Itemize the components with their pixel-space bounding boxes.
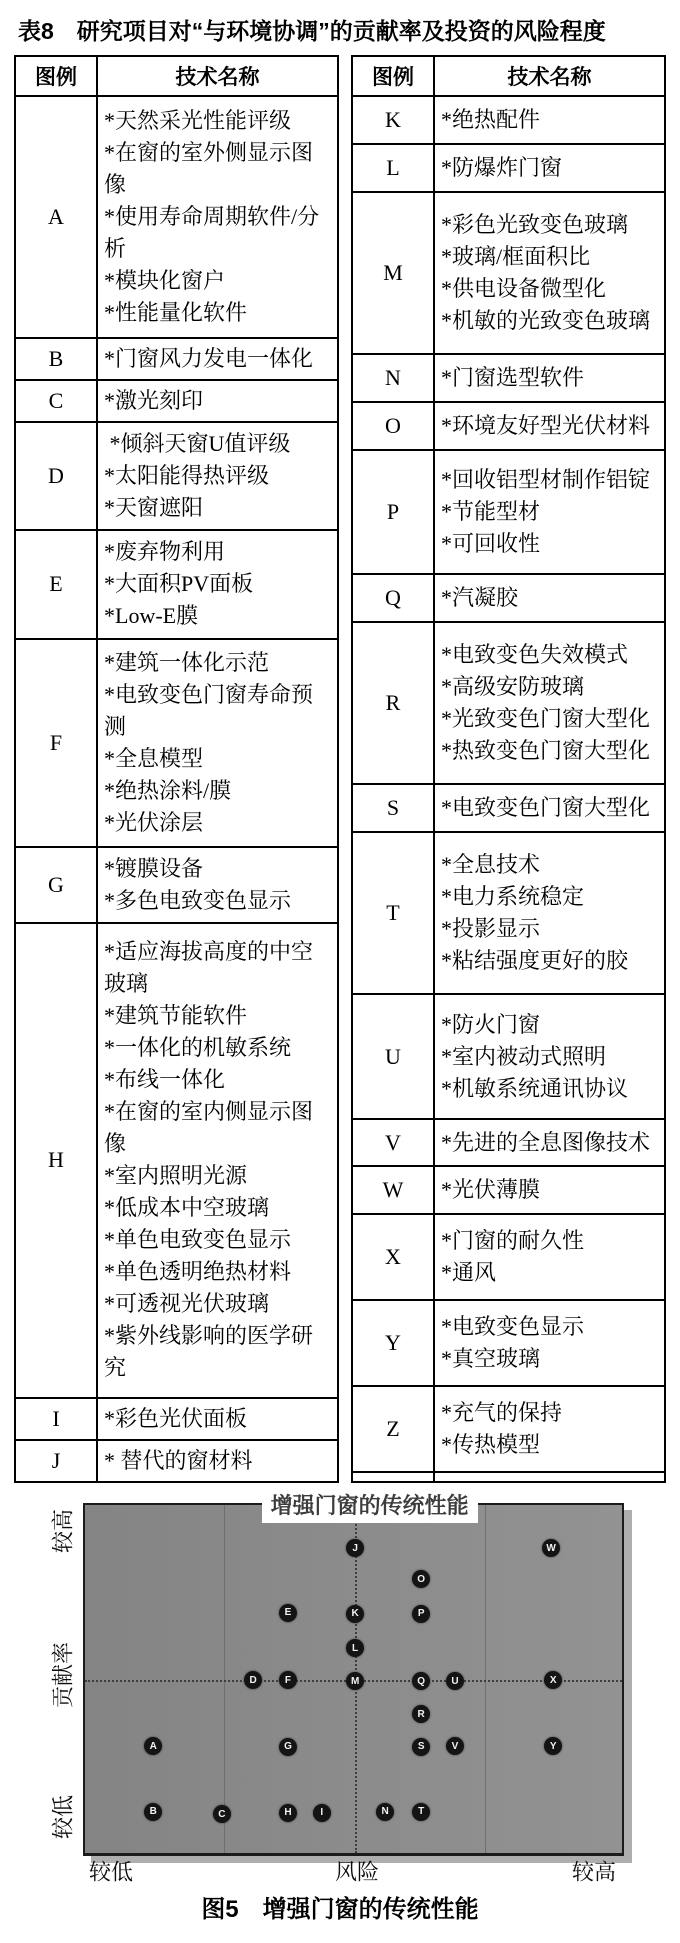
tech-item: *回收铝型材制作铝锭 bbox=[441, 466, 651, 492]
legend-key: J bbox=[15, 1440, 97, 1482]
tech-item: * 替代的窗材料 bbox=[104, 1448, 253, 1474]
table-row bbox=[15, 96, 338, 338]
scatter-dot-F: F bbox=[279, 1671, 297, 1689]
tech-item: *电致变色门窗寿命预测 bbox=[104, 682, 314, 740]
tech-name-cell bbox=[434, 622, 665, 784]
legend-key: Q bbox=[352, 574, 434, 622]
header-tech-name: 技术名称 bbox=[97, 56, 338, 96]
legend-key: C bbox=[15, 380, 97, 422]
scatter-dot-V: V bbox=[446, 1737, 464, 1755]
tech-item: *布线一体化 bbox=[104, 1067, 226, 1093]
scatter-dot-J: J bbox=[346, 1539, 364, 1557]
legend-key: M bbox=[352, 192, 434, 354]
legend-table-left bbox=[14, 55, 339, 1483]
tech-name-cell bbox=[434, 144, 665, 192]
tech-item: *绝热配件 bbox=[441, 106, 541, 132]
legend-key: X bbox=[352, 1214, 434, 1300]
tech-name-cell bbox=[97, 380, 338, 422]
tech-name-cell bbox=[434, 1472, 665, 1482]
scatter-dot-P: P bbox=[412, 1605, 430, 1623]
tech-item: *在窗的室外侧显示图像 bbox=[104, 140, 314, 198]
tech-item: *全息模型 bbox=[104, 746, 204, 772]
tech-item: *多色电致变色显示 bbox=[104, 887, 292, 913]
table-row bbox=[15, 422, 338, 531]
tech-item: *Low-E膜 bbox=[104, 603, 199, 629]
tech-name-cell bbox=[434, 1300, 665, 1386]
y-axis-bottom-tick: 较低 bbox=[50, 1794, 76, 1840]
tech-item: *门窗的耐久性 bbox=[441, 1228, 585, 1254]
gridline-vertical bbox=[485, 1505, 486, 1853]
legend-key: F bbox=[15, 639, 97, 848]
tech-item: *天然采光性能评级 bbox=[104, 108, 292, 134]
header-tech-name: 技术名称 bbox=[434, 56, 665, 96]
tech-item: *通风 bbox=[441, 1260, 497, 1286]
table-row bbox=[15, 338, 338, 380]
legend-key: Z bbox=[352, 1386, 434, 1472]
scatter-dot-Q: Q bbox=[412, 1672, 430, 1690]
tech-item: *倾斜天窗U值评级 bbox=[104, 430, 291, 456]
tech-name-cell bbox=[97, 639, 338, 848]
tech-item: *热致变色门窗大型化 bbox=[441, 737, 651, 763]
legend-key: K bbox=[352, 96, 434, 144]
scatter-dot-E: E bbox=[279, 1604, 297, 1622]
figure-5 bbox=[0, 1487, 680, 1933]
legend-key: D bbox=[15, 422, 97, 531]
scatter-dot-A: A bbox=[144, 1737, 162, 1755]
table-row bbox=[352, 1119, 665, 1167]
legend-key: B bbox=[15, 338, 97, 380]
legend-key: T bbox=[352, 832, 434, 994]
tech-item: *可回收性 bbox=[441, 530, 541, 556]
legend-key: P bbox=[352, 450, 434, 574]
tech-item: *室内照明光源 bbox=[104, 1163, 248, 1189]
tech-item: *紫外线影响的医学研究 bbox=[104, 1323, 314, 1381]
table-row bbox=[352, 1300, 665, 1386]
scatter-dot-S: S bbox=[412, 1738, 430, 1756]
table-row bbox=[352, 144, 665, 192]
table-header-row bbox=[352, 56, 665, 96]
scatter-dot-K: K bbox=[346, 1605, 364, 1623]
x-axis-left-tick: 较低 bbox=[88, 1859, 134, 1885]
scatter-dot-N: N bbox=[376, 1803, 394, 1821]
tech-item: *环境友好型光伏材料 bbox=[441, 412, 651, 438]
table-row bbox=[15, 847, 338, 922]
scatter-dot-R: R bbox=[412, 1705, 430, 1723]
gridline-vertical bbox=[224, 1505, 225, 1853]
table-row bbox=[352, 402, 665, 450]
tech-item: *先进的全息图像技术 bbox=[441, 1129, 651, 1155]
scatter-dot-M: M bbox=[346, 1672, 364, 1690]
tech-item: *单色电致变色显示 bbox=[104, 1227, 292, 1253]
tech-item: *模块化窗户 bbox=[104, 268, 226, 294]
tech-item: *防爆炸门窗 bbox=[441, 154, 563, 180]
x-axis-right-tick: 较高 bbox=[571, 1859, 617, 1885]
tech-item: *大面积PV面板 bbox=[104, 571, 254, 597]
table-row bbox=[352, 450, 665, 574]
chart-title: 增强门窗的传统性能 bbox=[262, 1488, 478, 1523]
legend-key: A bbox=[15, 96, 97, 338]
table-row bbox=[352, 574, 665, 622]
tech-item: *绝热涂料/膜 bbox=[104, 778, 232, 804]
tech-name-cell bbox=[434, 192, 665, 354]
tech-item: *太阳能得热评级 bbox=[104, 462, 270, 488]
tech-item: *充气的保持 bbox=[441, 1400, 563, 1426]
tech-item: *性能量化软件 bbox=[104, 300, 248, 326]
tech-name-cell bbox=[434, 832, 665, 994]
tech-name-cell bbox=[97, 530, 338, 639]
table-row bbox=[352, 1386, 665, 1472]
legend-tables bbox=[0, 55, 680, 1483]
legend-key bbox=[352, 1472, 434, 1482]
legend-key: Y bbox=[352, 1300, 434, 1386]
tech-name-cell bbox=[97, 422, 338, 531]
header-legend: 图例 bbox=[352, 56, 434, 96]
scatter-plot-area bbox=[83, 1493, 624, 1856]
table-row bbox=[15, 1398, 338, 1440]
scatter-dot-O: O bbox=[412, 1570, 430, 1588]
table-row bbox=[15, 530, 338, 639]
table-row bbox=[352, 1472, 665, 1482]
tech-name-cell bbox=[434, 1119, 665, 1167]
tech-item: *电力系统稳定 bbox=[441, 884, 585, 910]
scatter-dot-L: L bbox=[346, 1639, 364, 1657]
tech-item: *可透视光伏玻璃 bbox=[104, 1291, 270, 1317]
scatter-dot-U: U bbox=[446, 1672, 464, 1690]
tech-name-cell bbox=[97, 96, 338, 338]
legend-key: U bbox=[352, 994, 434, 1118]
tech-item: *门窗选型软件 bbox=[441, 364, 585, 390]
table-header-row bbox=[15, 56, 338, 96]
tech-item: *镀膜设备 bbox=[104, 855, 204, 881]
tech-name-cell bbox=[434, 402, 665, 450]
scatter-dot-B: B bbox=[144, 1803, 162, 1821]
y-axis-label: 贡献率 bbox=[50, 1641, 76, 1709]
tech-name-cell bbox=[97, 923, 338, 1399]
tech-item: *真空玻璃 bbox=[441, 1346, 541, 1372]
tech-item: *在窗的室内侧显示图像 bbox=[104, 1099, 314, 1157]
tech-name-cell bbox=[97, 847, 338, 922]
tech-item: *废弃物利用 bbox=[104, 539, 226, 565]
tech-item: *机敏系统通讯协议 bbox=[441, 1075, 629, 1101]
scatter-dot-W: W bbox=[542, 1539, 560, 1557]
tech-item: *节能型材 bbox=[441, 498, 541, 524]
table-row bbox=[352, 784, 665, 832]
table-row bbox=[352, 622, 665, 784]
table-row bbox=[352, 354, 665, 402]
table-row bbox=[352, 1214, 665, 1300]
tech-item: *天窗遮阳 bbox=[104, 494, 204, 520]
tech-item: *低成本中空玻璃 bbox=[104, 1195, 270, 1221]
tech-item: *机敏的光致变色玻璃 bbox=[441, 307, 651, 333]
legend-table-right bbox=[351, 55, 666, 1483]
scatter-dot-H: H bbox=[279, 1804, 297, 1822]
tech-name-cell bbox=[97, 338, 338, 380]
y-axis-top-tick: 较高 bbox=[50, 1508, 76, 1554]
tech-name-cell bbox=[434, 574, 665, 622]
tech-item: *防火门窗 bbox=[441, 1011, 541, 1037]
x-axis-label: 风险 bbox=[334, 1859, 380, 1885]
tech-item: *光伏薄膜 bbox=[441, 1177, 541, 1203]
table-row bbox=[15, 1440, 338, 1482]
tech-name-cell bbox=[434, 1166, 665, 1214]
tech-item: *全息技术 bbox=[441, 852, 541, 878]
tech-item: *电致变色显示 bbox=[441, 1314, 585, 1340]
tech-item: *彩色光致变色玻璃 bbox=[441, 211, 629, 237]
tech-item: *玻璃/框面积比 bbox=[441, 243, 591, 269]
legend-key: O bbox=[352, 402, 434, 450]
tech-name-cell bbox=[434, 1386, 665, 1472]
tech-item: *光伏涂层 bbox=[104, 810, 204, 836]
legend-key: S bbox=[352, 784, 434, 832]
table-row bbox=[15, 639, 338, 848]
table-row bbox=[352, 994, 665, 1118]
header-legend: 图例 bbox=[15, 56, 97, 96]
legend-key: H bbox=[15, 923, 97, 1399]
tech-name-cell bbox=[434, 450, 665, 574]
tech-item: *建筑一体化示范 bbox=[104, 650, 270, 676]
scatter-dot-G: G bbox=[279, 1738, 297, 1756]
tech-item: *一体化的机敏系统 bbox=[104, 1035, 292, 1061]
tech-item: *彩色光伏面板 bbox=[104, 1406, 248, 1432]
tech-item: *门窗风力发电一体化 bbox=[104, 345, 314, 371]
tech-item: *室内被动式照明 bbox=[441, 1043, 607, 1069]
legend-key: E bbox=[15, 530, 97, 639]
tech-item: *传热模型 bbox=[441, 1432, 541, 1458]
tech-item: *使用寿命周期软件/分析 bbox=[104, 204, 320, 262]
tech-item: *电致变色失效模式 bbox=[441, 641, 629, 667]
legend-key: R bbox=[352, 622, 434, 784]
figure-caption: 图5 增强门窗的传统性能 bbox=[201, 1896, 479, 1923]
table-row bbox=[15, 380, 338, 422]
tech-item: *光致变色门窗大型化 bbox=[441, 705, 651, 731]
tech-item: *供电设备微型化 bbox=[441, 275, 607, 301]
table-row bbox=[352, 832, 665, 994]
tech-item: *汽凝胶 bbox=[441, 584, 519, 610]
legend-key: I bbox=[15, 1398, 97, 1440]
tech-item: *建筑节能软件 bbox=[104, 1003, 248, 1029]
tech-item: *单色透明绝热材料 bbox=[104, 1259, 292, 1285]
scatter-dot-I: I bbox=[313, 1804, 331, 1822]
tech-name-cell bbox=[434, 354, 665, 402]
scatter-dot-T: T bbox=[412, 1803, 430, 1821]
tech-name-cell bbox=[97, 1398, 338, 1440]
legend-key: L bbox=[352, 144, 434, 192]
table-row bbox=[352, 192, 665, 354]
tech-item: *适应海拔高度的中空玻璃 bbox=[104, 939, 314, 997]
table-row bbox=[15, 923, 338, 1399]
legend-key: V bbox=[352, 1119, 434, 1167]
legend-key: W bbox=[352, 1166, 434, 1214]
scatter-dot-D: D bbox=[244, 1671, 262, 1689]
tech-item: *投影显示 bbox=[441, 916, 541, 942]
tech-item: *电致变色门窗大型化 bbox=[441, 795, 651, 821]
scatter-dot-Y: Y bbox=[544, 1737, 562, 1755]
tech-name-cell bbox=[434, 1214, 665, 1300]
legend-key: G bbox=[15, 847, 97, 922]
table-row bbox=[352, 96, 665, 144]
tech-name-cell bbox=[434, 96, 665, 144]
legend-key: N bbox=[352, 354, 434, 402]
scatter-dot-C: C bbox=[213, 1805, 231, 1823]
table-title: 表8 研究项目对“与环境协调”的贡献率及投资的风险程度 bbox=[18, 18, 606, 44]
tech-item: *粘结强度更好的胶 bbox=[441, 948, 629, 974]
tech-item: *激光刻印 bbox=[104, 387, 204, 413]
table-row bbox=[352, 1166, 665, 1214]
scatter-dot-X: X bbox=[544, 1671, 562, 1689]
tech-name-cell bbox=[434, 784, 665, 832]
tech-name-cell bbox=[97, 1440, 338, 1482]
tech-name-cell bbox=[434, 994, 665, 1118]
tech-item: *高级安防玻璃 bbox=[441, 673, 585, 699]
